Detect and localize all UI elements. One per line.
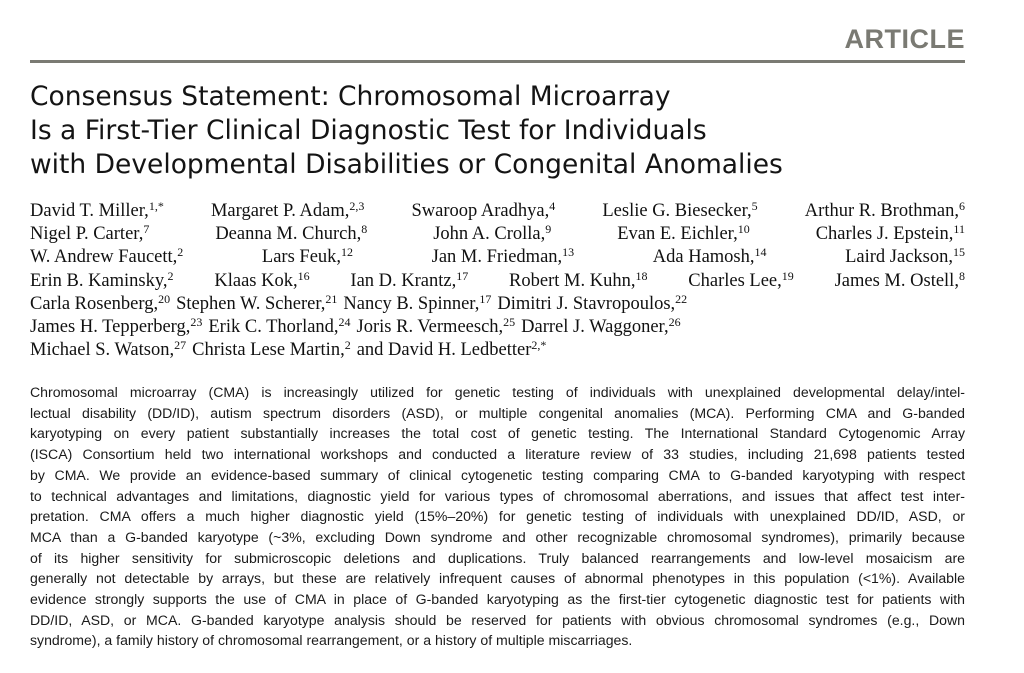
author-name: Klaas Kok, — [214, 270, 298, 291]
author — [214, 270, 309, 293]
abstract-line: of its higher sensitivity for submicroscopic deletions and duplications. Truly balanced rearrangements and low-level mosaicism are — [30, 549, 965, 566]
author — [521, 316, 680, 339]
affiliation-marker: 11 — [953, 222, 965, 237]
author — [805, 200, 965, 223]
author — [497, 293, 687, 316]
author-name: Nigel P. Carter, — [30, 224, 144, 245]
author-name: W. Andrew Faucett, — [30, 247, 178, 268]
abstract — [30, 382, 965, 651]
affiliation-marker: 26 — [668, 315, 681, 330]
author-line — [30, 339, 965, 362]
author-name: John A. Crolla, — [433, 224, 546, 245]
affiliation-marker: 8 — [958, 268, 965, 283]
abstract-line: (ISCA) Consortium held two international workshops and conducted a literature review of 33 studies, including 21,698 patients tested — [30, 446, 965, 463]
author — [211, 200, 364, 223]
author-name: Evan E. Eichler, — [617, 224, 738, 245]
author — [262, 246, 353, 269]
affiliation-marker: 10 — [737, 222, 750, 237]
section-label: ARTICLE — [844, 24, 965, 54]
abstract-line: lectual disability (DD/ID), autism spectrum disorders (ASD), or multiple congenital anomalies (MCA). Performing CMA and G-banded — [30, 404, 965, 421]
author-name: Robert M. Kuhn, — [509, 270, 636, 291]
author — [602, 200, 757, 223]
abstract-line: MCA than a G-banded karyotype (~3%, excluding Down syndrome and other recognizable chromosomal syndromes), primarily because — [30, 528, 965, 545]
author — [433, 223, 551, 246]
author-name: Carla Rosenberg, — [30, 293, 159, 314]
abstract-line: DD/ID, ASD, or MCA. G-banded karyotype analysis should be reserved for patients with obvious chromosomal syndromes (e.g., Down — [30, 611, 965, 628]
affiliation-marker: 17 — [456, 268, 469, 283]
author-name: Christa Lese Martin, — [192, 340, 345, 361]
author-name: Charles J. Epstein, — [815, 224, 954, 245]
author-name: Erik C. Thorland, — [208, 317, 339, 338]
author-name: James M. Ostell, — [834, 270, 959, 291]
abstract-line: karyotyping on every patient substantially increases the total cost of genetic testing. The International Standard Cytogenomic Array — [30, 425, 965, 442]
author — [215, 223, 367, 246]
affiliation-marker: 2,3 — [349, 199, 365, 213]
author — [688, 270, 794, 293]
abstract-line: by CMA. We provide an evidence-based summary of clinical cytogenetic testing comparing CMA to G-banded karyotyping with respect — [30, 466, 965, 483]
author-name: Darrel J. Waggoner, — [521, 317, 669, 338]
abstract-line: to technical advantages and limitations, diagnostic yield for various types of chromosomal aberrations, and issues that affect test inter- — [30, 487, 965, 504]
author-name: Stephen W. Scherer, — [176, 293, 326, 314]
author-name: Lars Feuk, — [261, 247, 342, 268]
affiliation-marker: 2 — [177, 245, 184, 260]
author — [30, 200, 164, 223]
author-line — [30, 270, 965, 293]
author-name: Joris R. Vermeesch, — [356, 317, 504, 338]
author — [192, 339, 351, 362]
author-name: Dimitri J. Stavropoulos, — [497, 293, 676, 314]
author — [30, 223, 149, 246]
affiliation-marker: 20 — [158, 291, 171, 306]
author — [432, 246, 575, 269]
abstract-line: generally not detectable by arrays, but these are relatively infrequent causes of abnormal phenotypes in this population (<1%). Available — [30, 570, 965, 587]
author — [30, 293, 170, 316]
author — [208, 316, 350, 339]
author-name: Nancy B. Spinner, — [343, 293, 480, 314]
author-name: Erin B. Kaminsky, — [30, 270, 168, 291]
author-line — [30, 316, 965, 339]
author — [176, 293, 337, 316]
affiliation-marker: 18 — [635, 268, 648, 283]
title-line: with Developmental Disabilities or Congenital Anomalies — [30, 149, 783, 180]
author — [30, 316, 202, 339]
author-name: David T. Miller, — [30, 201, 149, 221]
author-line — [30, 246, 965, 269]
affiliation-marker: 5 — [751, 199, 758, 213]
affiliation-marker: 1,* — [148, 199, 164, 213]
affiliation-marker: 19 — [781, 268, 794, 283]
affiliation-marker: 23 — [190, 315, 203, 330]
author-name: Jan M. Friedman, — [431, 247, 563, 268]
author-name: Ada Hamosh, — [652, 247, 755, 268]
author-name: Swaroop Aradhya, — [411, 201, 550, 221]
affiliation-marker: 15 — [953, 245, 965, 260]
title-line: Consensus Statement: Chromosomal Microarray — [30, 81, 671, 112]
affiliation-marker: 22 — [675, 291, 688, 306]
author-line — [30, 223, 965, 246]
affiliation-marker: 27 — [174, 338, 187, 353]
affiliation-marker: 2,* — [531, 338, 547, 353]
title-line: Is a First-Tier Clinical Diagnostic Test for Individuals — [30, 115, 707, 146]
author — [30, 246, 183, 269]
affiliation-marker: 24 — [338, 315, 351, 330]
affiliation-marker: 16 — [297, 268, 310, 283]
author — [350, 270, 468, 293]
author-name: Leslie G. Biesecker, — [602, 201, 752, 221]
author-name: Arthur R. Brothman, — [804, 201, 959, 221]
affiliation-marker: 2 — [167, 268, 174, 283]
article-title — [30, 80, 965, 182]
author — [412, 200, 556, 223]
author-line — [30, 293, 965, 316]
author — [343, 293, 491, 316]
abstract-line: evidence strongly supports the use of CMA in place of G-banded karyotyping as the first-tier cytogenetic diagnostic test for patients with — [30, 591, 965, 608]
author-list — [30, 200, 965, 362]
affiliation-marker: 2 — [344, 338, 351, 353]
author — [845, 246, 965, 269]
abstract-line: pretation. CMA offers a much higher diagnostic yield (15%–20%) for genetic testing of individuals with unexplained DD/ID, ASD, or — [30, 508, 965, 525]
author — [509, 270, 647, 293]
affiliation-marker: 25 — [503, 315, 516, 330]
author — [30, 270, 174, 293]
affiliation-marker: 17 — [479, 291, 492, 306]
author-name: Laird Jackson, — [845, 247, 953, 268]
author-name: Michael S. Watson, — [30, 340, 175, 361]
author — [30, 339, 186, 362]
author — [617, 223, 750, 246]
header-rule — [30, 60, 965, 63]
affiliation-marker: 7 — [143, 222, 150, 237]
author-name: Charles Lee, — [688, 270, 782, 291]
author — [357, 339, 547, 362]
author — [816, 223, 965, 246]
author — [835, 270, 965, 293]
abstract-line: Chromosomal microarray (CMA) is increasingly utilized for genetic testing of individuals with unexplained developmental delay/intel- — [30, 384, 965, 400]
author-name: Ian D. Krantz, — [350, 270, 457, 291]
author — [653, 246, 767, 269]
affiliation-marker: 21 — [325, 291, 338, 306]
author-name: James H. Tepperberg, — [30, 317, 191, 338]
abstract-line: syndrome), a family history of chromosomal rearrangement, or a history of multiple miscarriages. — [30, 632, 633, 649]
author-name: and David H. Ledbetter — [356, 340, 532, 361]
author-name: Deanna M. Church, — [215, 224, 362, 245]
affiliation-marker: 6 — [958, 199, 965, 213]
author-line — [30, 200, 965, 223]
author-name: Margaret P. Adam, — [210, 201, 350, 221]
affiliation-marker: 8 — [361, 222, 368, 237]
affiliation-marker: 9 — [545, 222, 552, 237]
affiliation-marker: 12 — [341, 245, 354, 260]
affiliation-marker: 4 — [549, 199, 556, 213]
affiliation-marker: 13 — [562, 245, 575, 260]
affiliation-marker: 14 — [754, 245, 767, 260]
author — [357, 316, 516, 339]
